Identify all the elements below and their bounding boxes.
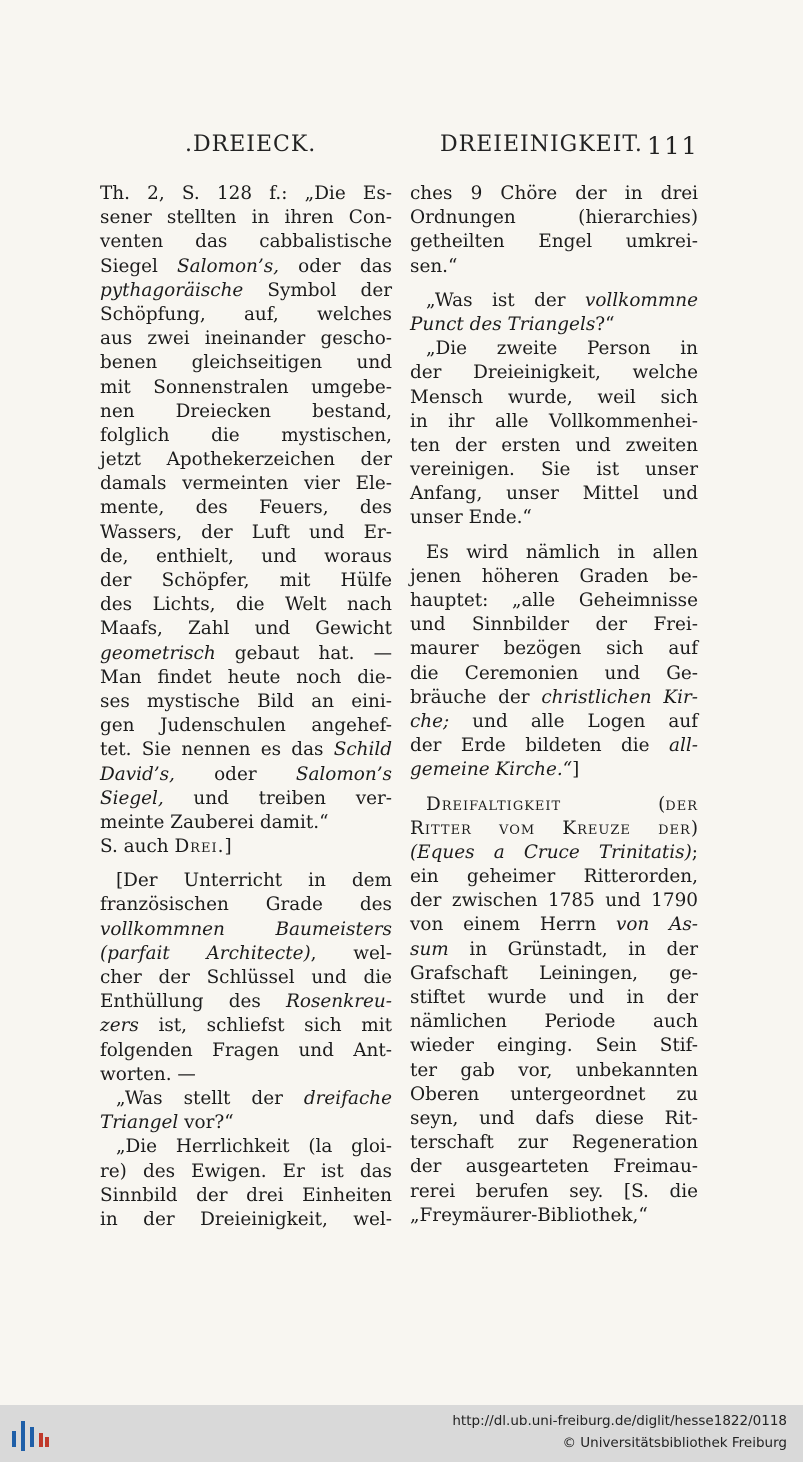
- text-run: zers: [100, 1015, 139, 1037]
- text-run: der Erde bildeten die: [410, 735, 670, 757]
- text-line: [410, 541, 698, 565]
- text-run: nämlichen Periode auch: [410, 1011, 698, 1033]
- text-line: [410, 865, 698, 889]
- text-run: , wel-: [310, 942, 392, 964]
- text-line: [410, 589, 698, 613]
- text-run: Man findet heute noch die-: [100, 666, 392, 688]
- text-run: ein geheimer Ritterorden,: [410, 866, 698, 888]
- text-line: [100, 327, 392, 351]
- text-run: Maafs, Zahl und Gewicht: [100, 618, 392, 640]
- text-run: christlichen Kir-: [541, 686, 698, 708]
- text-run: Wassers, der Luft und Er-: [100, 521, 392, 543]
- text-run: Ordnungen (hierarchies): [410, 207, 698, 229]
- text-line: [410, 230, 698, 254]
- text-line: [410, 1180, 698, 1204]
- text-run: ]: [224, 836, 232, 858]
- text-run: mit Sonnenstralen umgebe-: [100, 376, 392, 398]
- text-line: [100, 496, 392, 520]
- text-run: und Sinnbilder der Frei-: [410, 614, 698, 636]
- text-run: Th. 2, S. 128 f.: „Die Es-: [100, 183, 392, 204]
- text-run: folglich die mystischen,: [100, 424, 392, 446]
- text-run: in Grünstadt, in der: [448, 938, 698, 960]
- text-line: [410, 637, 698, 661]
- text-line: [410, 313, 698, 337]
- text-line: [100, 835, 392, 859]
- text-run: und treiben ver-: [163, 787, 392, 809]
- text-line: [100, 1063, 392, 1087]
- text-line: [100, 966, 392, 990]
- text-run: des Lichts, die Welt nach: [100, 594, 392, 616]
- text-run: re) des Ewigen. Er ist das: [100, 1160, 392, 1182]
- text-line: [100, 206, 392, 230]
- text-run: Oberen untergeordnet zu: [410, 1083, 698, 1105]
- text-line: [100, 617, 392, 641]
- text-run: Siegel,: [100, 787, 164, 809]
- text-line: [410, 434, 698, 458]
- text-run: Schöpfung, auf, welches: [100, 303, 392, 325]
- text-run: stiftet wurde und in der: [410, 987, 698, 1008]
- text-run: vollkommne: [584, 289, 698, 311]
- page-number: 111: [647, 132, 699, 160]
- text-line: [410, 913, 698, 937]
- text-run: S. auch: [100, 836, 175, 858]
- text-run: in der Dreieinigkeit, wel-: [100, 1208, 392, 1230]
- text-run: oder: [174, 763, 296, 785]
- text-line: [410, 206, 698, 230]
- text-run: von As-: [615, 914, 698, 936]
- text-line: [100, 569, 392, 593]
- text-run: all-: [669, 735, 698, 757]
- text-line: [100, 869, 392, 893]
- text-line: [100, 351, 392, 375]
- running-head-left: .DREIECK.: [185, 132, 317, 157]
- text-line: [410, 1010, 698, 1034]
- text-line: [100, 1111, 392, 1135]
- text-line: [410, 710, 698, 734]
- text-run: gemeine Kirche.“: [410, 759, 573, 781]
- text-run: cher der Schlüssel und die: [100, 967, 392, 988]
- text-line: [410, 482, 698, 506]
- text-run: sener stellten in ihren Con-: [100, 207, 392, 229]
- text-line: [410, 410, 698, 434]
- text-line: [410, 1059, 698, 1083]
- text-line: [100, 182, 392, 206]
- text-run: venten das cabbalistische: [100, 231, 392, 253]
- text-run: Salomon’s,: [177, 255, 280, 277]
- text-run: Siegel: [100, 255, 178, 277]
- text-line: [100, 545, 392, 569]
- text-line: [410, 1083, 698, 1107]
- text-line: [100, 763, 392, 787]
- text-run: in ihr alle Vollkommenhei-: [410, 410, 698, 432]
- text-run: (parfait Architecte): [100, 942, 311, 964]
- library-logo-icon: [10, 1417, 50, 1453]
- text-run: geometrisch: [100, 642, 216, 664]
- text-run: dreifache: [303, 1087, 392, 1109]
- text-run: vor?“: [178, 1112, 234, 1134]
- source-url-link[interactable]: http://dl.ub.uni-freiburg.de/diglit/hesse1822/0118: [452, 1413, 787, 1429]
- footer-bar: [0, 1405, 803, 1462]
- text-run: aus zwei ineinander gescho-: [100, 328, 392, 350]
- text-run: Grafschaft Leiningen, ge-: [410, 962, 698, 984]
- text-line: [100, 1039, 392, 1063]
- text-run: Salomon’s: [295, 763, 392, 785]
- text-run: der ausgearteten Freimau-: [410, 1156, 698, 1178]
- text-run: französischen Grade des: [100, 894, 392, 916]
- text-run: (Eques a Cruce Trinitatis): [410, 841, 692, 863]
- text-line: [100, 1208, 392, 1232]
- text-run: der: [665, 793, 698, 815]
- text-run: Drei.: [174, 836, 225, 858]
- text-line: [100, 279, 392, 303]
- text-line: [410, 337, 698, 361]
- text-run: ?“: [595, 313, 615, 335]
- text-run: pythagoräische: [100, 279, 244, 301]
- text-line: [100, 942, 392, 966]
- text-line: [410, 255, 698, 279]
- text-run: vollkommnen Baumeisters: [100, 918, 392, 940]
- text-run: Dreifaltigkeit: [426, 793, 562, 815]
- text-line: [410, 565, 698, 589]
- text-line: [100, 1184, 392, 1208]
- text-run: Triangel: [100, 1112, 179, 1134]
- text-line: [100, 918, 392, 942]
- text-run: ses mystische Bild an eini-: [100, 690, 392, 712]
- text-line: [100, 1087, 392, 1111]
- text-run: Symbol der: [243, 279, 392, 301]
- text-run: [Der Unterricht in dem: [116, 870, 392, 892]
- text-run: worten. —: [100, 1063, 196, 1085]
- text-run: ches 9 Chöre der in drei: [410, 183, 698, 204]
- text-line: [410, 506, 698, 530]
- text-line: [100, 472, 392, 496]
- text-line: [100, 230, 392, 254]
- text-run: damals vermeinten vier Ele-: [100, 473, 392, 495]
- text-column-right: [410, 182, 698, 1228]
- text-run: (: [561, 793, 666, 815]
- text-run: „Die zweite Person in: [426, 338, 698, 360]
- text-run: David’s,: [100, 763, 175, 785]
- text-run: Sinnbild der drei Einheiten: [100, 1184, 392, 1206]
- text-line: [100, 738, 392, 762]
- text-line: [410, 361, 698, 385]
- copyright-notice: © Universitätsbibliothek Freiburg: [562, 1435, 787, 1451]
- text-line: [410, 841, 698, 865]
- text-line: [410, 662, 698, 686]
- text-run: Rosenkreu-: [286, 991, 392, 1013]
- text-line: [100, 593, 392, 617]
- text-run: „Was stellt der: [116, 1087, 304, 1109]
- text-run: ): [690, 817, 698, 839]
- text-line: [100, 990, 392, 1014]
- text-run: die Ceremonien und Ge-: [410, 662, 698, 684]
- text-run: der Schöpfer, mit Hülfe: [100, 570, 392, 591]
- text-line: [100, 255, 392, 279]
- running-head-right: DREIEINIGKEIT.: [440, 132, 643, 157]
- text-run: der zwischen 1785 und 1790: [410, 890, 698, 912]
- text-line: [410, 962, 698, 986]
- text-run: meinte Zauberei damit.“: [100, 811, 329, 833]
- text-run: und alle Logen auf: [449, 710, 698, 732]
- text-line: [410, 613, 698, 637]
- text-line: [100, 811, 392, 835]
- text-run: „Freymäurer-Bibliothek,“: [410, 1204, 648, 1226]
- text-line: [100, 690, 392, 714]
- text-run: Anfang, unser Mittel und: [410, 483, 698, 505]
- text-run: wieder einging. Sein Stif-: [410, 1035, 698, 1057]
- text-run: terschaft zur Regeneration: [410, 1132, 698, 1154]
- text-run: maurer bezögen sich auf: [410, 638, 698, 660]
- text-run: nen Dreiecken bestand,: [100, 400, 392, 422]
- text-line: [410, 1107, 698, 1131]
- text-run: ten der ersten und zweiten: [410, 434, 698, 456]
- text-line: [410, 1155, 698, 1179]
- text-run: vereinigen. Sie ist unser: [410, 459, 698, 481]
- text-run: hauptet: „alle Geheimnisse: [410, 590, 698, 611]
- text-line: [410, 386, 698, 410]
- text-run: oder das: [279, 255, 392, 277]
- text-line: [410, 986, 698, 1010]
- text-run: che;: [410, 710, 450, 732]
- text-run: Es wird nämlich in allen: [426, 541, 698, 563]
- text-run: Ritter vom Kreuze der: [410, 817, 691, 839]
- text-run: gen Judenschulen angehef-: [100, 715, 392, 737]
- text-run: ist, schliefst sich mit: [138, 1015, 392, 1037]
- text-run: unser Ende.“: [410, 507, 532, 529]
- text-line: [410, 817, 698, 841]
- text-line: [410, 793, 698, 817]
- text-run: folgenden Fragen und Ant-: [100, 1039, 392, 1061]
- text-line: [410, 1131, 698, 1155]
- text-run: tet. Sie nennen es das: [100, 739, 334, 761]
- text-run: ]: [572, 759, 580, 781]
- text-line: [100, 666, 392, 690]
- text-line: [100, 521, 392, 545]
- text-line: [100, 1160, 392, 1184]
- text-line: [100, 400, 392, 424]
- text-line: [100, 424, 392, 448]
- text-line: [410, 1034, 698, 1058]
- text-line: [410, 758, 698, 782]
- text-run: jetzt Apothekerzeichen der: [100, 449, 392, 471]
- text-run: Mensch wurde, weil sich: [410, 386, 698, 408]
- text-line: [100, 893, 392, 917]
- text-line: [410, 734, 698, 758]
- text-run: mente, des Feuers, des: [100, 497, 392, 519]
- text-line: [410, 938, 698, 962]
- text-run: gebaut hat. —: [215, 642, 392, 664]
- text-run: sum: [410, 938, 449, 960]
- text-run: benen gleichseitigen und: [100, 352, 392, 374]
- text-run: ter gab vor, unbekannten: [410, 1059, 698, 1081]
- text-line: [100, 1014, 392, 1038]
- text-line: [100, 448, 392, 472]
- text-line: [100, 787, 392, 811]
- text-run: Schild: [333, 739, 392, 761]
- text-run: jenen höheren Graden be-: [410, 565, 698, 587]
- text-line: [410, 889, 698, 913]
- text-run: „Die Herrlichkeit (la gloi-: [116, 1136, 392, 1158]
- text-run: der Dreieinigkeit, welche: [410, 362, 698, 384]
- text-line: [100, 303, 392, 327]
- text-line: [410, 289, 698, 313]
- text-line: [410, 458, 698, 482]
- text-line: [100, 714, 392, 738]
- text-run: rerei berufen sey. [S. die: [410, 1180, 698, 1202]
- text-line: [100, 1135, 392, 1159]
- text-line: [410, 686, 698, 710]
- text-run: ;: [691, 841, 698, 863]
- text-run: seyn, und dafs diese Rit-: [410, 1107, 698, 1129]
- text-run: von einem Herrn: [410, 914, 616, 936]
- text-line: [100, 642, 392, 666]
- text-run: Enthüllung des: [100, 991, 287, 1013]
- text-line: [410, 182, 698, 206]
- text-line: [100, 376, 392, 400]
- text-line: [410, 1204, 698, 1228]
- text-run: de, enthielt, und woraus: [100, 545, 392, 567]
- text-run: Punct des Triangels: [410, 313, 596, 335]
- text-run: sen.“: [410, 255, 458, 277]
- text-run: getheilten Engel umkrei-: [410, 231, 698, 253]
- text-run: „Was ist der: [426, 289, 585, 311]
- text-run: bräuche der: [410, 686, 542, 708]
- text-column-left: [100, 182, 392, 1232]
